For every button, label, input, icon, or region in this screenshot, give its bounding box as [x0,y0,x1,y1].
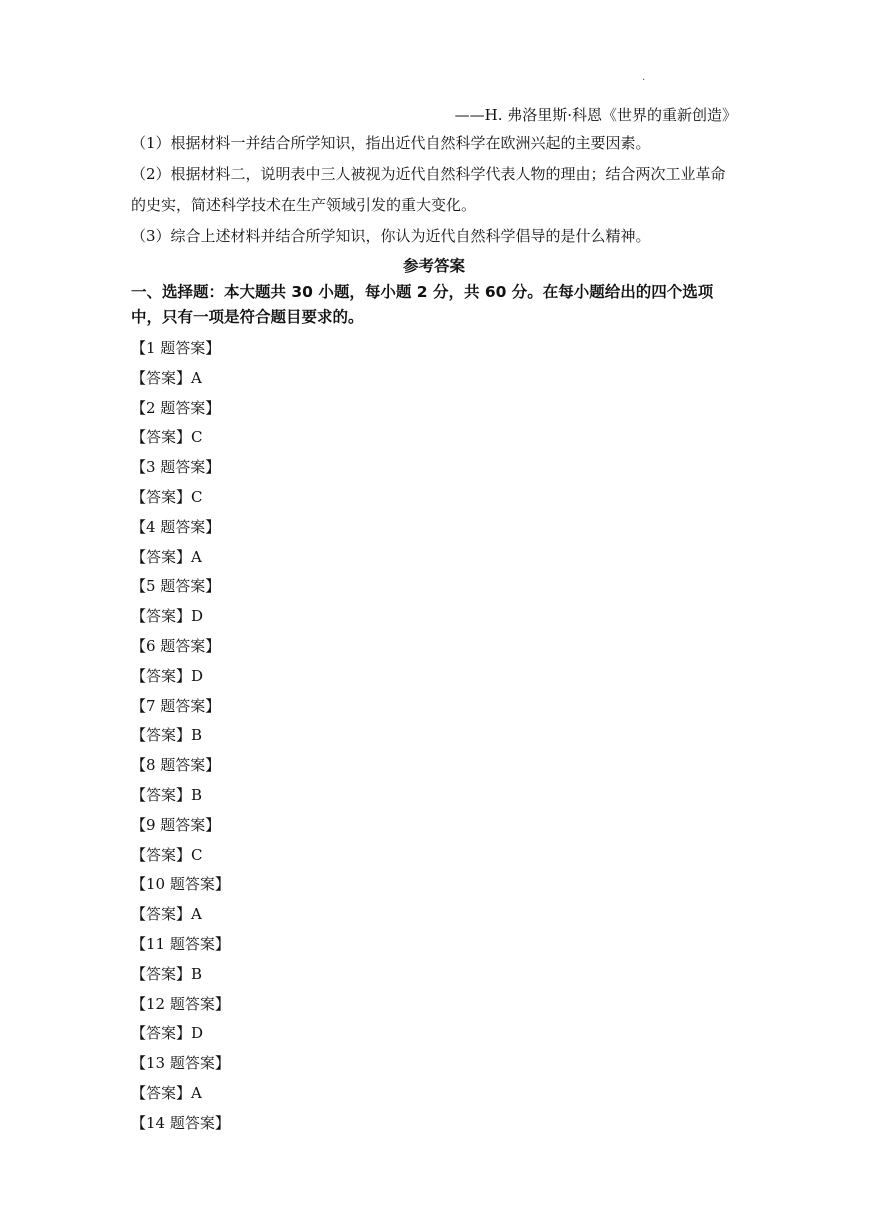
question-number-label: 【9 题答案】 [131,815,221,834]
question-number-label: 【4 题答案】 [131,517,221,536]
answer-value: 【答案】C [131,428,203,447]
question-3: （3）综合上述材料并结合所学知识，你认为近代自然科学倡导的是什么精神。 [131,227,651,245]
question-number-label: 【1 题答案】 [131,339,221,357]
answer-value: 【答案】D [131,607,204,626]
question-1: （1）根据材料一并结合所学知识，指出近代自然科学在欧洲兴起的主要因素。 [131,134,651,152]
question-number-label: 【14 题答案】 [131,1113,230,1132]
question-number-label: 【5 题答案】 [131,577,221,596]
answer-list [131,334,737,1139]
question-number-label: 【2 题答案】 [131,398,221,417]
section-heading: 一、选择题：本大题共 30 小题，每小题 2 分，共 60 分。在每小题给出的四个选项中，只有一项是符合题目要求的。 [131,283,714,326]
answer-value: 【答案】D [131,666,204,685]
answer-value: 【答案】A [131,368,202,387]
answer-value: 【答案】A [131,547,202,566]
question-number-label: 【12 题答案】 [131,994,230,1013]
answer-value: 【答案】B [131,964,203,983]
question-number-label: 【3 题答案】 [131,458,221,477]
answer-value: 【答案】C [131,487,203,506]
answer-value: 【答案】B [131,785,203,804]
answer-value: 【答案】A [131,1083,202,1102]
page-mark: . [642,72,646,83]
answer-value: 【答案】C [131,845,203,864]
document-page [131,102,737,1139]
answer-value: 【答案】B [131,726,203,745]
question-number-label: 【8 题答案】 [131,756,221,775]
question-2: （2）根据材料二，说明表中三人被视为近代自然科学代表人物的理由；结合两次工业革命的史实，简述科学技术在生产领域引发的重大变化。 [131,165,726,214]
question-number-label: 【7 题答案】 [131,696,221,715]
answer-value: 【答案】D [131,1024,204,1043]
question-number-label: 【6 题答案】 [131,636,221,655]
source-citation: ——H. 弗洛里斯·科恩《世界的重新创造》 [454,106,737,124]
question-number-label: 【10 题答案】 [131,875,230,894]
question-number-label: 【11 题答案】 [131,934,230,953]
answer-value: 【答案】A [131,905,202,924]
question-list [131,128,737,252]
question-number-label: 【13 题答案】 [131,1054,230,1073]
answers-title: 参考答案 [402,257,465,275]
